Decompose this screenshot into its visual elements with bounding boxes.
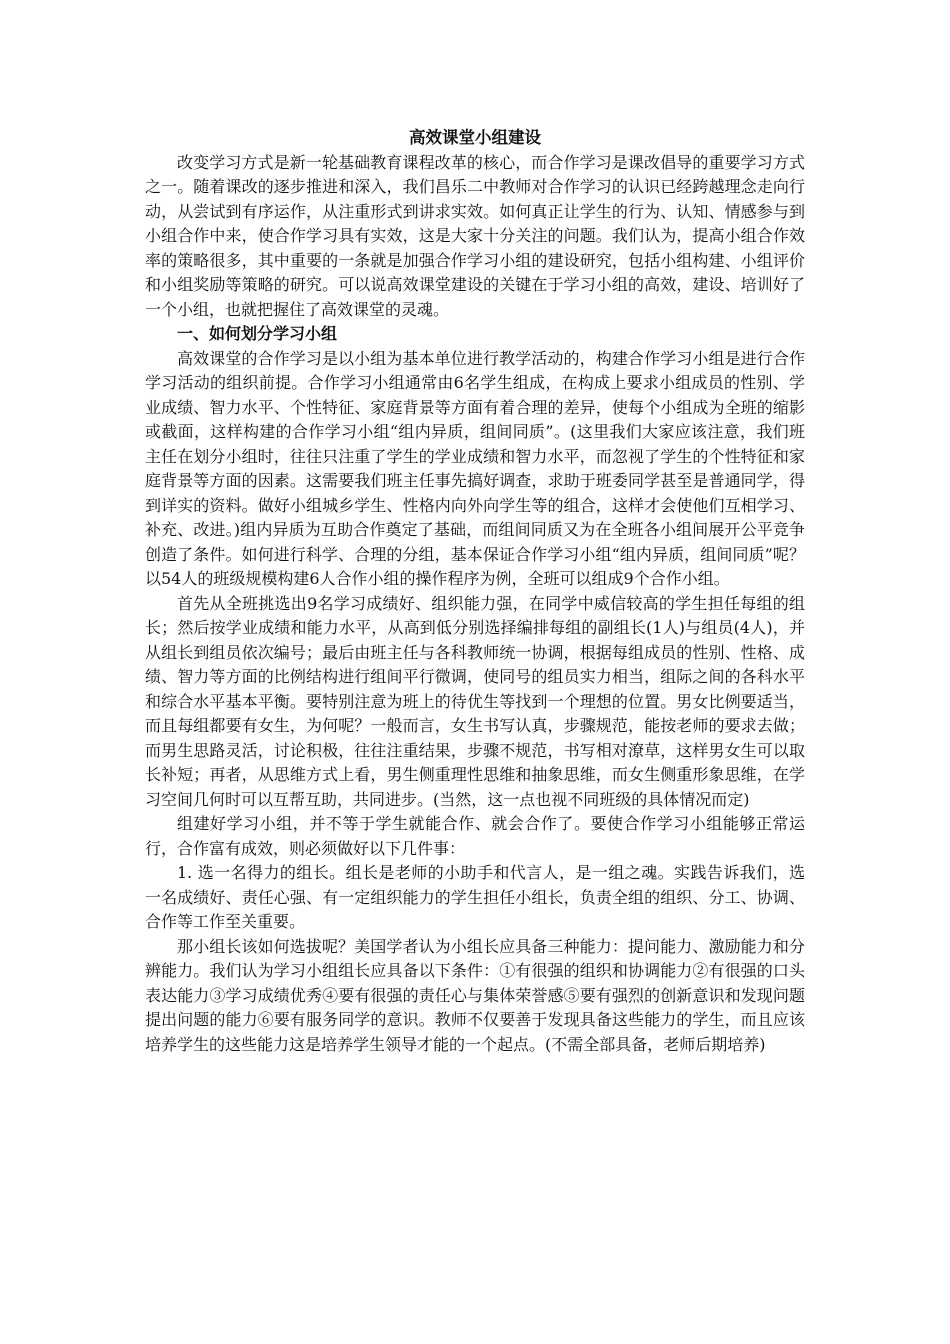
document-title: 高效课堂小组建设 — [409, 128, 541, 147]
body-paragraph: 高效课堂的合作学习是以小组为基本单位进行教学活动的，构建合作学习小组是进行合作学习活动的组织前提。合作学习小组通常由6名学生组成，在构成上要求小组成员的性别、学业成绩、智力水平、个性特征、家庭背景等方面有着合理的差异，使每个小组成为全班的缩影或截面，这样构建的合作学习小组“组内异质，组间同质”。(这里我们大家应该注意，我们班主任在划分小组时，往往只注重了学生的学业成绩和智力水平，而忽视了学生的个性特征和家庭背景等方面的因素。这需要我们班主任事先搞好调查，求助于班委同学甚至是普通同学，得到详实的资料。做好小组城乡学生、性格内向外向学生等的组合，这样才会使他们互相学习、补充、改进。)组内异质为互助合作奠定了基础，而组间同质又为在全班各小组间展开公平竞争创造了条件。如何进行科学、合理的分组，基本保证合作学习小组“组内异质，组间同质”呢？以54人的班级规模构建6人合作小组的操作程序为例，全班可以组成9个合作小组。 — [145, 348, 805, 588]
document-page — [145, 126, 805, 1057]
body-paragraph: 首先从全班挑选出9名学习成绩好、组织能力强，在同学中威信较高的学生担任每组的组长；然后按学业成绩和能力水平，从高到低分别选择编排每组的副组长(1人)与组员(4人)，并从组长到组员依次编号；最后由班主任与各科教师统一协调，根据每组成员的性别、性格、成绩、智力等方面的比例结构进行组间平行微调，使同号的组员实力相当，组际之间的各科水平和综合水平基本平衡。要特别注意为班上的待优生等找到一个理想的位置。男女比例要适当，而且每组都要有女生，为何呢？一般而言，女生书写认真，步骤规范，能按老师的要求去做；而男生思路灵活，讨论积极，往往注重结果，步骤不规范，书写相对潦草，这样男女生可以取长补短；再者，从思维方式上看，男生侧重理性思维和抽象思维，而女生侧重形象思维，在学习空间几何时可以互帮互助，共同进步。(当然，这一点也视不同班级的具体情况而定) — [145, 593, 805, 809]
body-paragraph: 那小组长该如何选拔呢？美国学者认为小组长应具备三种能力：提问能力、激励能力和分辨能力。我们认为学习小组组长应具备以下条件：①有很强的组织和协调能力②有很强的口头表达能力③学习成绩优秀④要有很强的责任心与集体荣誉感⑤要有强烈的创新意识和发现问题提出问题的能力⑥要有服务同学的意识。教师不仅要善于发现具备这些能力的学生，而且应该培养学生的这些能力这是培养学生领导才能的一个起点。(不需全部具备，老师后期培养) — [145, 936, 805, 1054]
list-item-paragraph: 1. 选一名得力的组长。组长是老师的小助手和代言人，是一组之魂。实践告诉我们，选一名成绩好、责任心强、有一定组织能力的学生担任小组长，负责全组的组织、分工、协调、合作等工作至关重要。 — [145, 863, 805, 931]
section-heading: 一、如何划分学习小组 — [177, 324, 338, 343]
intro-paragraph: 改变学习方式是新一轮基础教育课程改革的核心，而合作学习是课改倡导的重要学习方式之一。随着课改的逐步推进和深入，我们昌乐二中教师对合作学习的认识已经跨越理念走向行动，从尝试到有序运作，从注重形式到讲求实效。如何真正让学生的行为、认知、情感参与到小组合作中来，使合作学习具有实效，这是大家十分关注的问题。我们认为，提高小组合作效率的策略很多，其中重要的一条就是加强合作学习小组的建设研究，包括小组构建、小组评价和小组奖励等策略的研究。可以说高效课堂建设的关键在于学习小组的高效，建设、培训好了一个小组，也就把握住了高效课堂的灵魂。 — [145, 152, 805, 319]
body-paragraph: 组建好学习小组，并不等于学生就能合作、就会合作了。要使合作学习小组能够正常运行，合作富有成效，则必须做好以下几件事： — [145, 814, 805, 858]
